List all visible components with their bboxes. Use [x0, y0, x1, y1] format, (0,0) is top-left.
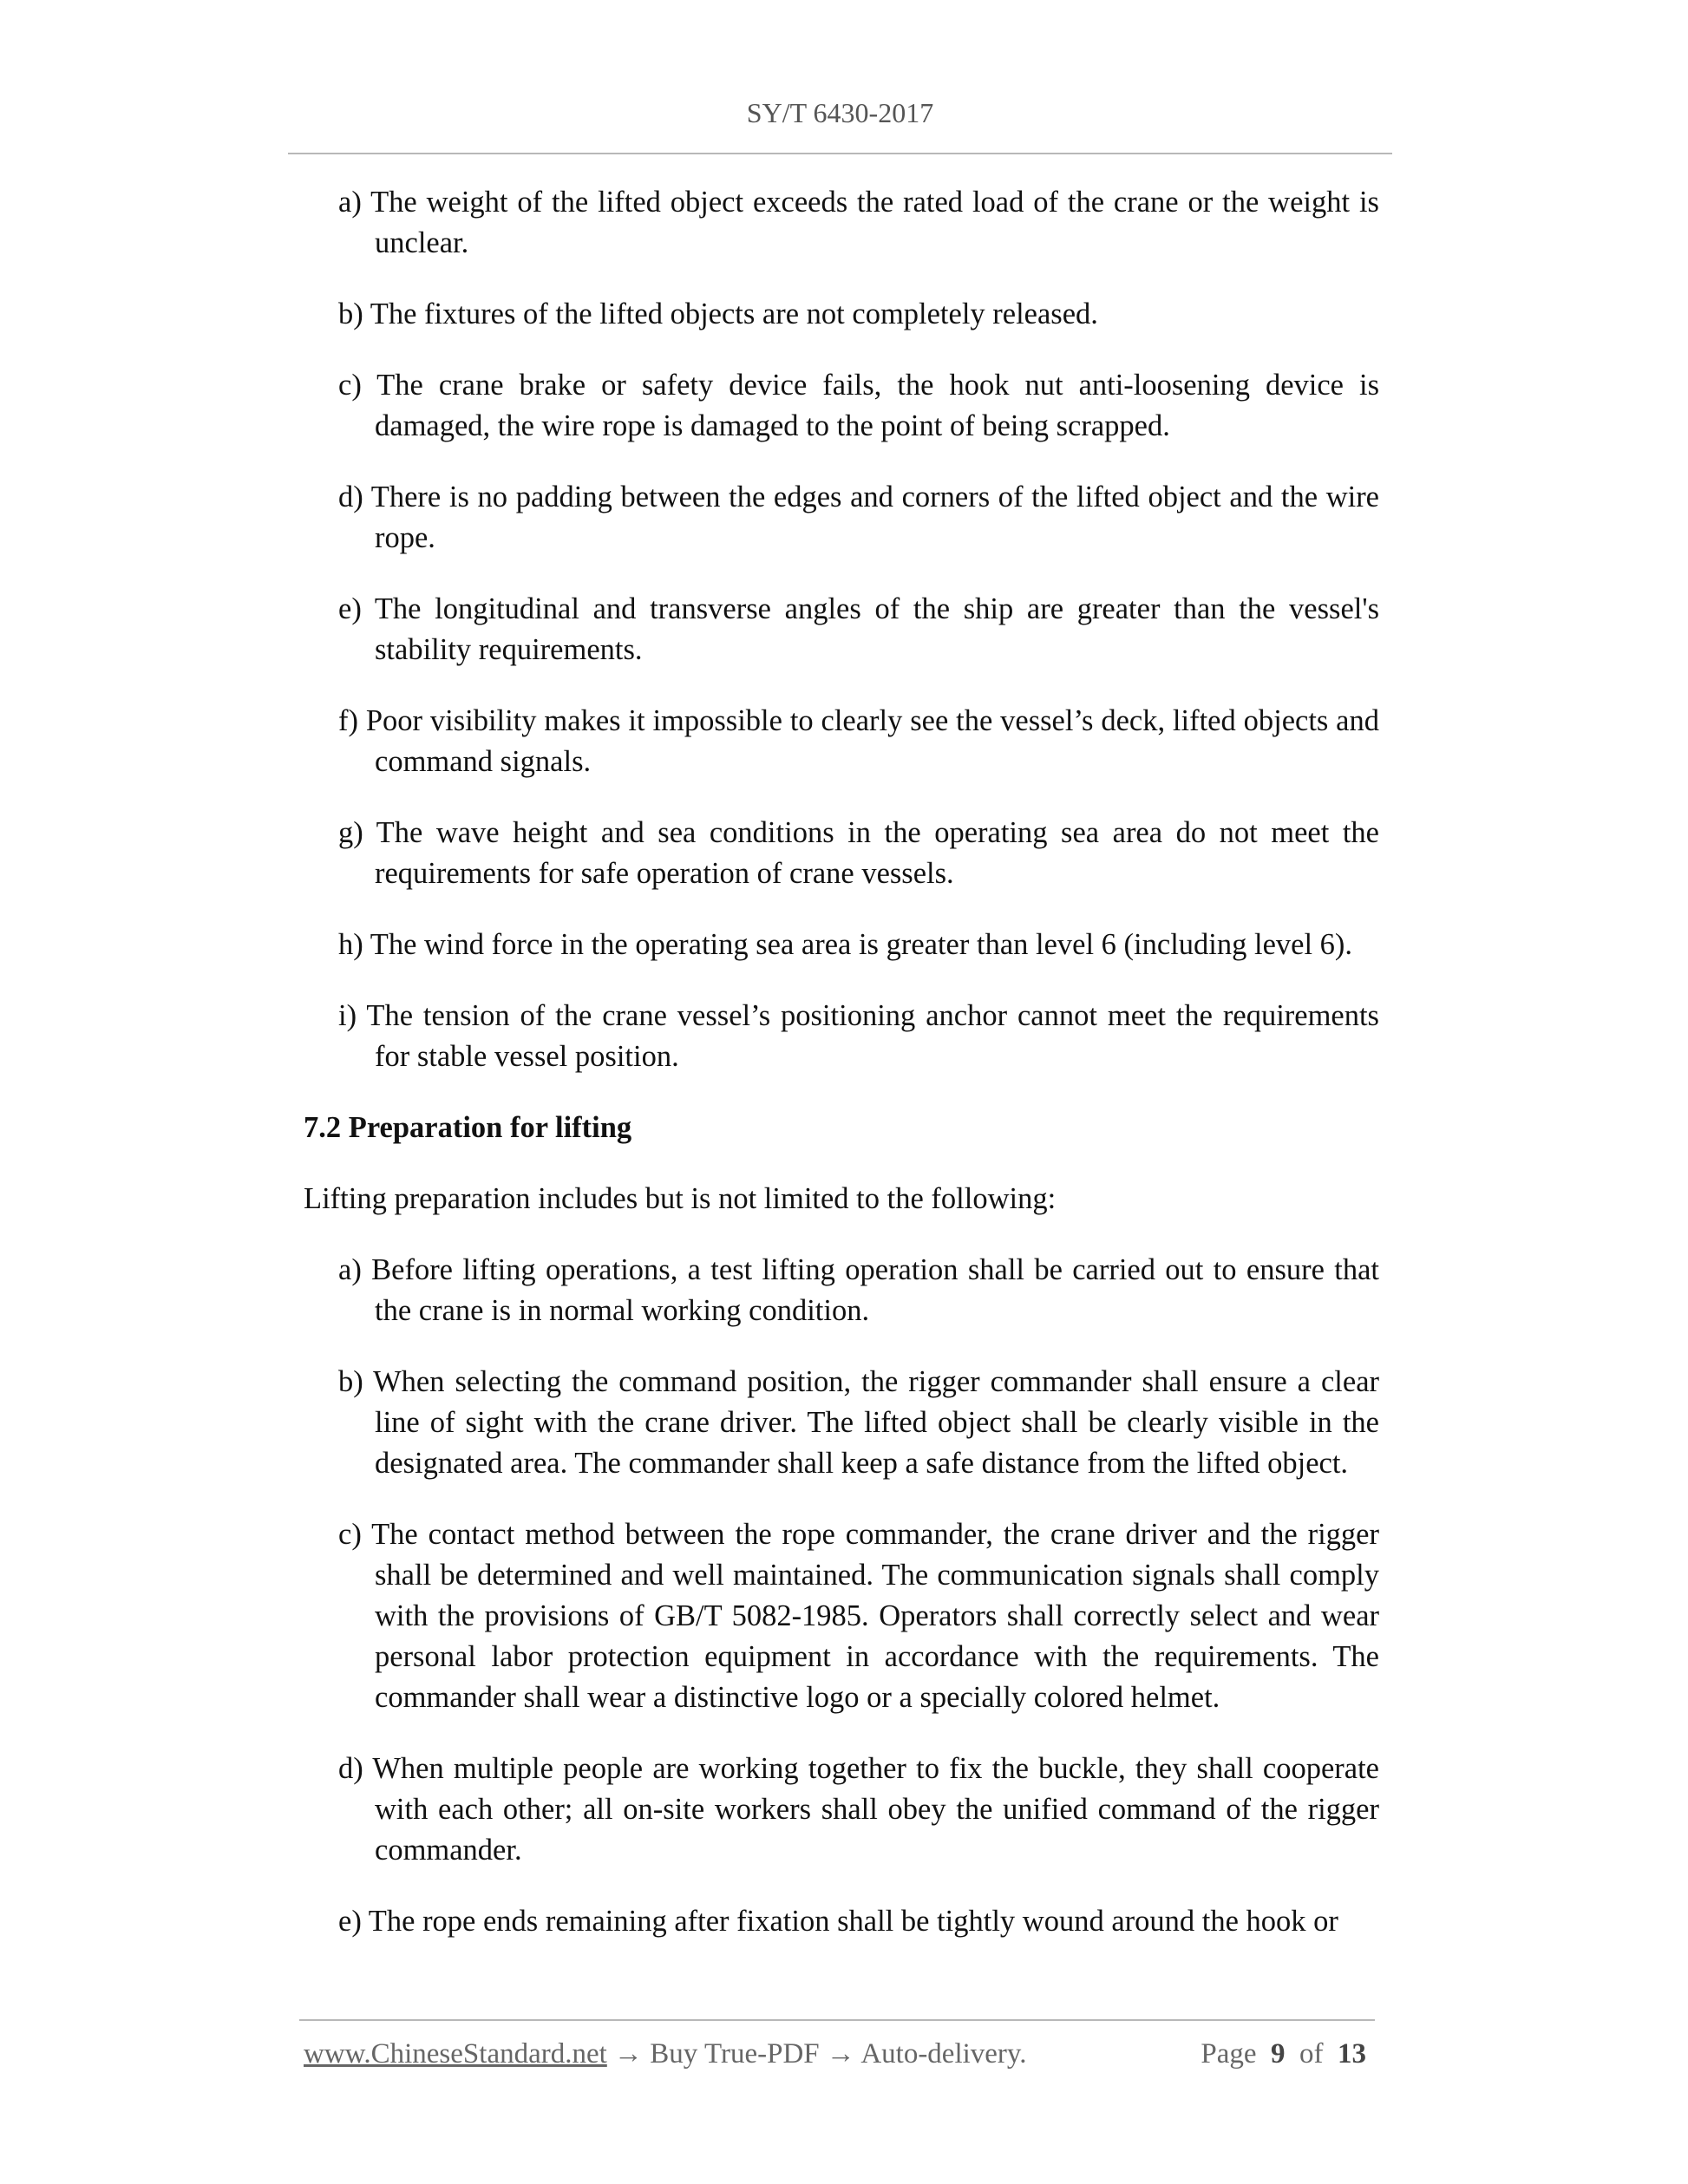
- footer-promo: [304, 2038, 1027, 2070]
- list-item: g) The wave height and sea conditions in the operating sea area do not meet the requirements for safe operation of crane vessels.: [338, 816, 1379, 890]
- footer-divider: [299, 2019, 1375, 2021]
- list-item: c) The crane brake or safety device fails, the hook nut anti-loosening device is damaged, the wire rope is damaged to the point of being scrapped.: [338, 369, 1379, 442]
- page-header: SY/T 6430-2017: [746, 97, 934, 128]
- arrow-icon: →: [826, 2038, 855, 2070]
- list-item: a) Before lifting operations, a test lifting operation shall be carried out to ensure that the crane is in normal working condition.: [338, 1253, 1379, 1327]
- preparation-list: [304, 1250, 1379, 1942]
- list-item: f) Poor visibility makes it impossible to clearly see the vessel’s deck, lifted objects and command signals.: [338, 704, 1379, 778]
- list-item: e) The rope ends remaining after fixation shall be tightly wound around the hook or: [338, 1905, 1338, 1938]
- list-item: d) There is no padding between the edges and corners of the lifted object and the wire rope.: [338, 481, 1379, 554]
- list-item: c) The contact method between the rope commander, the crane driver and the rigger shall be determined and well maintained. The communication signals shall comply with the provisions of GB/T 5082-1985. Operators shall correctly select and wear personal labor protection equipment in accordance with the requirements. The commander shall wear a distinctive logo or a specially colored helmet.: [338, 1518, 1379, 1714]
- document-body: [304, 182, 1379, 1972]
- list-item: e) The longitudinal and transverse angles of the ship are greater than the vessel's stability requirements.: [338, 592, 1379, 666]
- list-item: i) The tension of the crane vessel’s positioning anchor cannot meet the requirements for stable vessel position.: [338, 999, 1379, 1073]
- arrow-icon: →: [614, 2038, 644, 2070]
- conditions-list: [304, 182, 1379, 1077]
- list-item: b) The fixtures of the lifted objects are not completely released.: [338, 298, 1098, 330]
- list-item: h) The wind force in the operating sea area is greater than level 6 (including level 6).: [338, 928, 1353, 961]
- page-total: 13: [1338, 2038, 1366, 2070]
- website-link[interactable]: www.ChineseStandard.net: [304, 2038, 607, 2070]
- list-item: a) The weight of the lifted object exceeds the rated load of the crane or the weight is unclear.: [338, 186, 1379, 259]
- buy-text: Buy True-PDF: [650, 2038, 820, 2070]
- of-label: of: [1299, 2038, 1324, 2070]
- header-divider: [288, 153, 1392, 154]
- list-item: b) When selecting the command position, the rigger commander shall ensure a clear line of sight with the crane driver. The lifted object shall be clearly visible in the designated area. The commander shall keep a safe distance from the lifted object.: [338, 1365, 1379, 1480]
- page-label: Page: [1201, 2038, 1257, 2070]
- delivery-text: Auto-delivery.: [860, 2038, 1027, 2070]
- page-number: [1201, 2038, 1366, 2070]
- section-intro: Lifting preparation includes but is not limited to the following:: [304, 1182, 1057, 1215]
- section-heading: 7.2 Preparation for lifting: [304, 1111, 632, 1144]
- list-item: d) When multiple people are working together to fix the buckle, they shall cooperate with each other; all on-site workers shall obey the unified command of the rigger commander.: [338, 1752, 1379, 1867]
- page-current: 9: [1271, 2038, 1286, 2070]
